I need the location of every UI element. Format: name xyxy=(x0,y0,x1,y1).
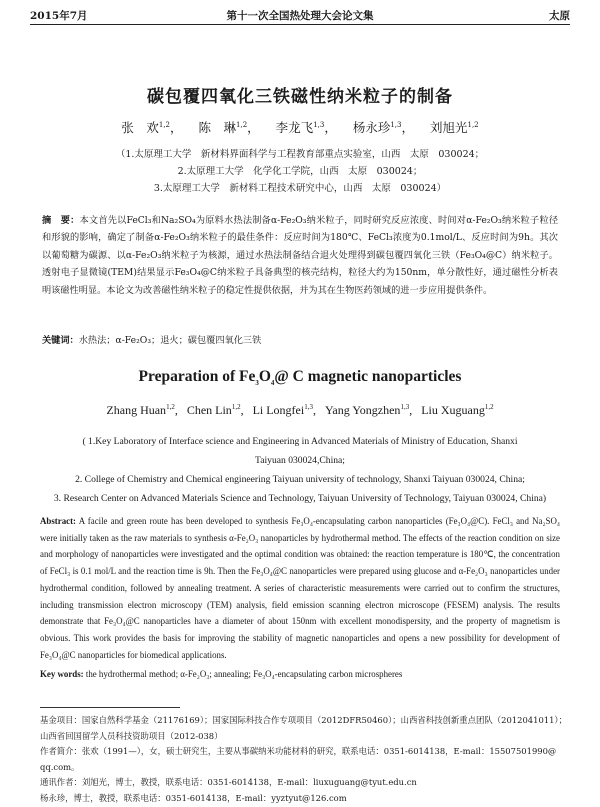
english-authors xyxy=(30,403,570,418)
affiliation-line: 3.太原理工大学 新材料工程技术研究中心，山西 太原 030024） xyxy=(153,183,447,194)
affiliation-line: Taiyuan 030024,China; xyxy=(255,455,345,466)
keywords-label: 关键词： xyxy=(42,335,79,346)
footnote-line: 山西省回国留学人员科技资助项目（2012-038） xyxy=(40,730,223,741)
footnote-line: 基金项目：国家自然科学基金（21176169）；国家国际科技合作专项项目（2012DFR50460）；山西省科技创新重点团队（2012041011）； xyxy=(40,715,567,725)
english-author: Zhang Huan$^{1,2}$, xyxy=(106,403,178,417)
abstract-text: A facile and green route has been developed to synthesis Fe₃O₄-encapsulating carbon nanoparticles (Fe₃O₄@C). FeCl₃ and Na₂SO₄ were initially taken as the raw materials to synthesis α-Fe₂O₃ nanoparticles by hydrothermal method. The effects of the reaction condition on size and morphology of nanoparticles were investigated and the optimal condition was obtained: the reaction temperature is 180℃, the concentration of FeCl₃ is 0.1 mol/L and the reaction time is 9h. Then the Fe₃O₄@C nanoparticles were prepared using glucose and α-Fe₂O₃ nanoparticles under hydrothermal condition, followed by annealing treatment. A series of characteristic measurements were carried out to confirm the structures, including transmission electron microscopy (TEM) analysis, field emission scanning electron microscope (FESEM) analysis. The results demonstrate that Fe₃O₄@C nanoparticles have a diameter of about 150nm with excellent monodispersity, and the property of magnetism is obvious. This work provides the basis for improving the stability of magnetic nanoparticles and opens a new possibility for development of Fe₃O₄@C nanoparticles for biomedical applications. xyxy=(40,516,560,660)
english-affiliations xyxy=(38,432,562,508)
footnote-rule xyxy=(40,707,180,708)
keywords-text: the hydrothermal method; α-Fe₂O₃; annealing; Fe₃O₄-encapsulating carbon microspheres xyxy=(85,669,403,679)
footnotes xyxy=(40,713,567,807)
chinese-keywords xyxy=(42,332,558,346)
english-author: Yang Yongzhen$^{1,3}$, xyxy=(324,403,413,417)
footnote-line: qq.com。 xyxy=(40,761,80,772)
abstract-text: 本文首先以FeCl₃和Na₂SO₄为原料水热法制备α-Fe₂O₃纳米粒子，同时研究反应浓度、时间对α-Fe₂O₃纳米粒子粒径和形貌的影响，确定了制备α-Fe₂O₃纳米粒子的最佳条件：反应时间为180℃、FeCl₃浓度为0.1mol/L、反应时间为9h。其次以葡萄糖为碳源、以α-Fe₂O₃纳米粒子为核源，通过水热法制备结合退火处理得到碳包覆四氧化三铁（Fe₃O₄@C）纳米粒子。透射电子显微镜(TEM)结果显示Fe₃O₄@C纳米粒子具备典型的核壳结构，粒径大约为150nm，单分散性好，通过磁性分析表明该磁性明显。本论文为改善磁性纳米粒子的稳定性提供依据，并为其在生物医药领域的进一步应用提供条件。 xyxy=(42,215,559,296)
english-abstract xyxy=(40,513,560,663)
keywords-text: 水热法；α-Fe₂O₃；退火；碳包覆四氧化三铁 xyxy=(78,335,262,346)
chinese-title: 碳包覆四氧化三铁磁性纳米粒子的制备 xyxy=(147,87,453,107)
footnote-line: 杨永珍，博士，教授，联系电话：0351-6014138，E-mail：yyztyut@126.com xyxy=(40,792,347,803)
chinese-author: 刘旭光$^{1,2}$ xyxy=(429,120,479,135)
header-rule xyxy=(30,24,570,25)
header-date: 2015年7月 xyxy=(30,10,88,22)
header-location: 太原 xyxy=(549,10,570,22)
affiliation-line: （1.太原理工大学 新材料界面科学与工程教育部重点实验室，山西 太原 030024； xyxy=(115,149,485,160)
english-title: Preparation of $Fe_3O_4@$ C magnetic nanoparticles xyxy=(138,368,462,388)
english-keywords xyxy=(40,669,560,679)
affiliation-line: 2.太原理工大学 化学化工学院，山西 太原 030024； xyxy=(177,166,423,177)
chinese-affiliations xyxy=(30,146,570,197)
footnote-line: 通讯作者：刘旭光，博士，教授，联系电话：0351-6014138，E-mail：liuxuguang@tyut.edu.cn xyxy=(40,777,417,788)
affiliation-line: ( 1.Key Laboratory of Interface science and Engineering in Advanced Materials of Ministry of Education, Shanxi xyxy=(82,436,518,447)
affiliation-line: 3. Research Center on Advanced Materials Science and Technology, Taiyuan University of Technology, Taiyuan 030024, China) xyxy=(53,493,547,504)
keywords-label: Key words: xyxy=(40,669,84,679)
english-author: Li Longfei$^{1,3}$, xyxy=(252,403,316,417)
chinese-author: 张 欢$^{1,2}$， xyxy=(121,120,183,135)
abstract-label: Abstract: xyxy=(40,516,76,526)
affiliation-line: 2. College of Chemistry and Chemical engineering Taiyuan university of technology, Shanxi Taiyuan 030024, China; xyxy=(75,474,525,485)
chinese-author: 杨永珍$^{1,3}$， xyxy=(352,120,414,135)
chinese-abstract xyxy=(42,212,558,299)
chinese-authors xyxy=(30,118,570,136)
footnote-line: 作者简介：张欢（1991—），女，硕士研究生，主要从事碳纳米功能材料的研究，联系电话：0351-6014138，E-mail：15507501990@ xyxy=(40,746,557,757)
chinese-author: 李龙飞$^{1,3}$， xyxy=(275,120,337,135)
chinese-author: 陈 琳$^{1,2}$， xyxy=(198,120,260,135)
english-author: Liu Xuguang$^{1,2}$ xyxy=(421,403,494,417)
abstract-label: 摘 要： xyxy=(42,215,80,226)
header-proceedings-title: 第十一次全国热处理大会论文集 xyxy=(226,10,374,22)
english-author: Chen Lin$^{1,2}$, xyxy=(186,403,244,417)
